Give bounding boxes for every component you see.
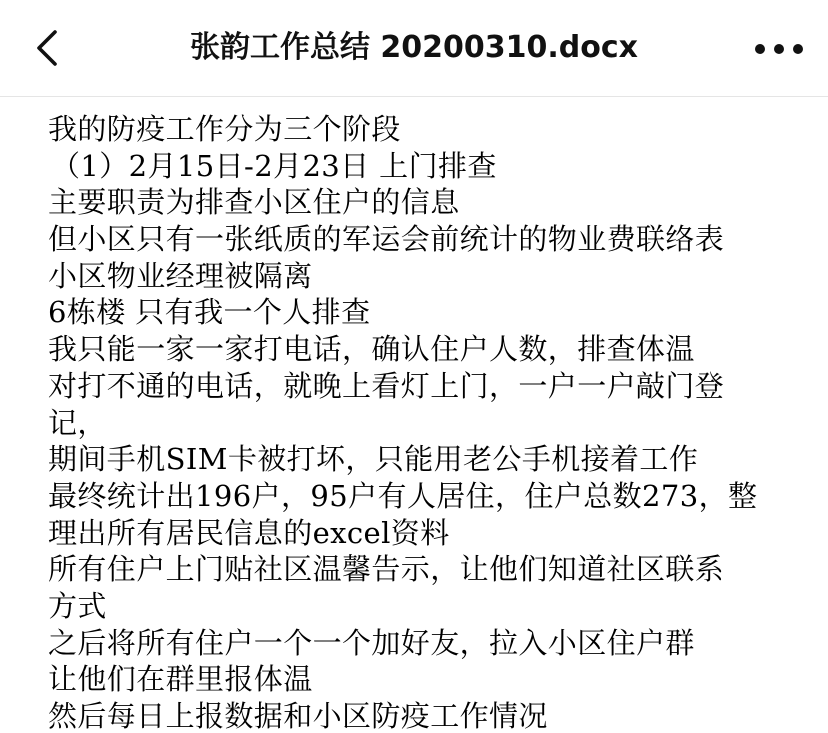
text-line: 但小区只有一张纸质的军运会前统计的物业费联络表 (48, 222, 725, 257)
text-line: 方式 (48, 588, 107, 623)
text-line: 6栋楼 只有我一个人排查 (48, 295, 371, 330)
chevron-left-icon (31, 28, 61, 68)
text-line: 主要职责为排查小区住户的信息 (48, 185, 460, 220)
text-line: 记， (48, 405, 107, 440)
text-line: 最终统计出196户，95户有人居住，住户总数273，整 (48, 478, 758, 513)
top-bar (0, 0, 828, 97)
text-line: 之后将所有住户一个一个加好友，拉入小区住户群 (48, 625, 695, 660)
document-body (48, 111, 788, 733)
text-line: （1）2月15日-2月23日 上门排查 (51, 148, 497, 183)
text-line: 小区物业经理被隔离 (48, 258, 313, 293)
text-line: 理出所有居民信息的excel资料 (48, 515, 450, 550)
text-line: 期间手机SIM卡被打坏，只能用老公手机接着工作 (48, 442, 699, 477)
text-line: 然后每日上报数据和小区防疫工作情况 (48, 699, 548, 733)
more-horizontal-icon (754, 43, 804, 55)
more-button[interactable] (748, 24, 810, 74)
text-line: 让他们在群里报体温 (48, 662, 313, 697)
text-line: 对打不通的电话，就晚上看灯上门，一户一户敲门登 (48, 368, 725, 403)
text-line: 我的防疫工作分为三个阶段 (48, 112, 401, 146)
back-button[interactable] (22, 20, 70, 76)
document-title: 张韵工作总结 20200310.docx (189, 30, 639, 65)
text-line: 我只能一家一家打电话，确认住户人数，排查体温 (48, 332, 695, 367)
text-line: 所有住户上门贴社区温馨告示，让他们知道社区联系 (48, 552, 725, 587)
